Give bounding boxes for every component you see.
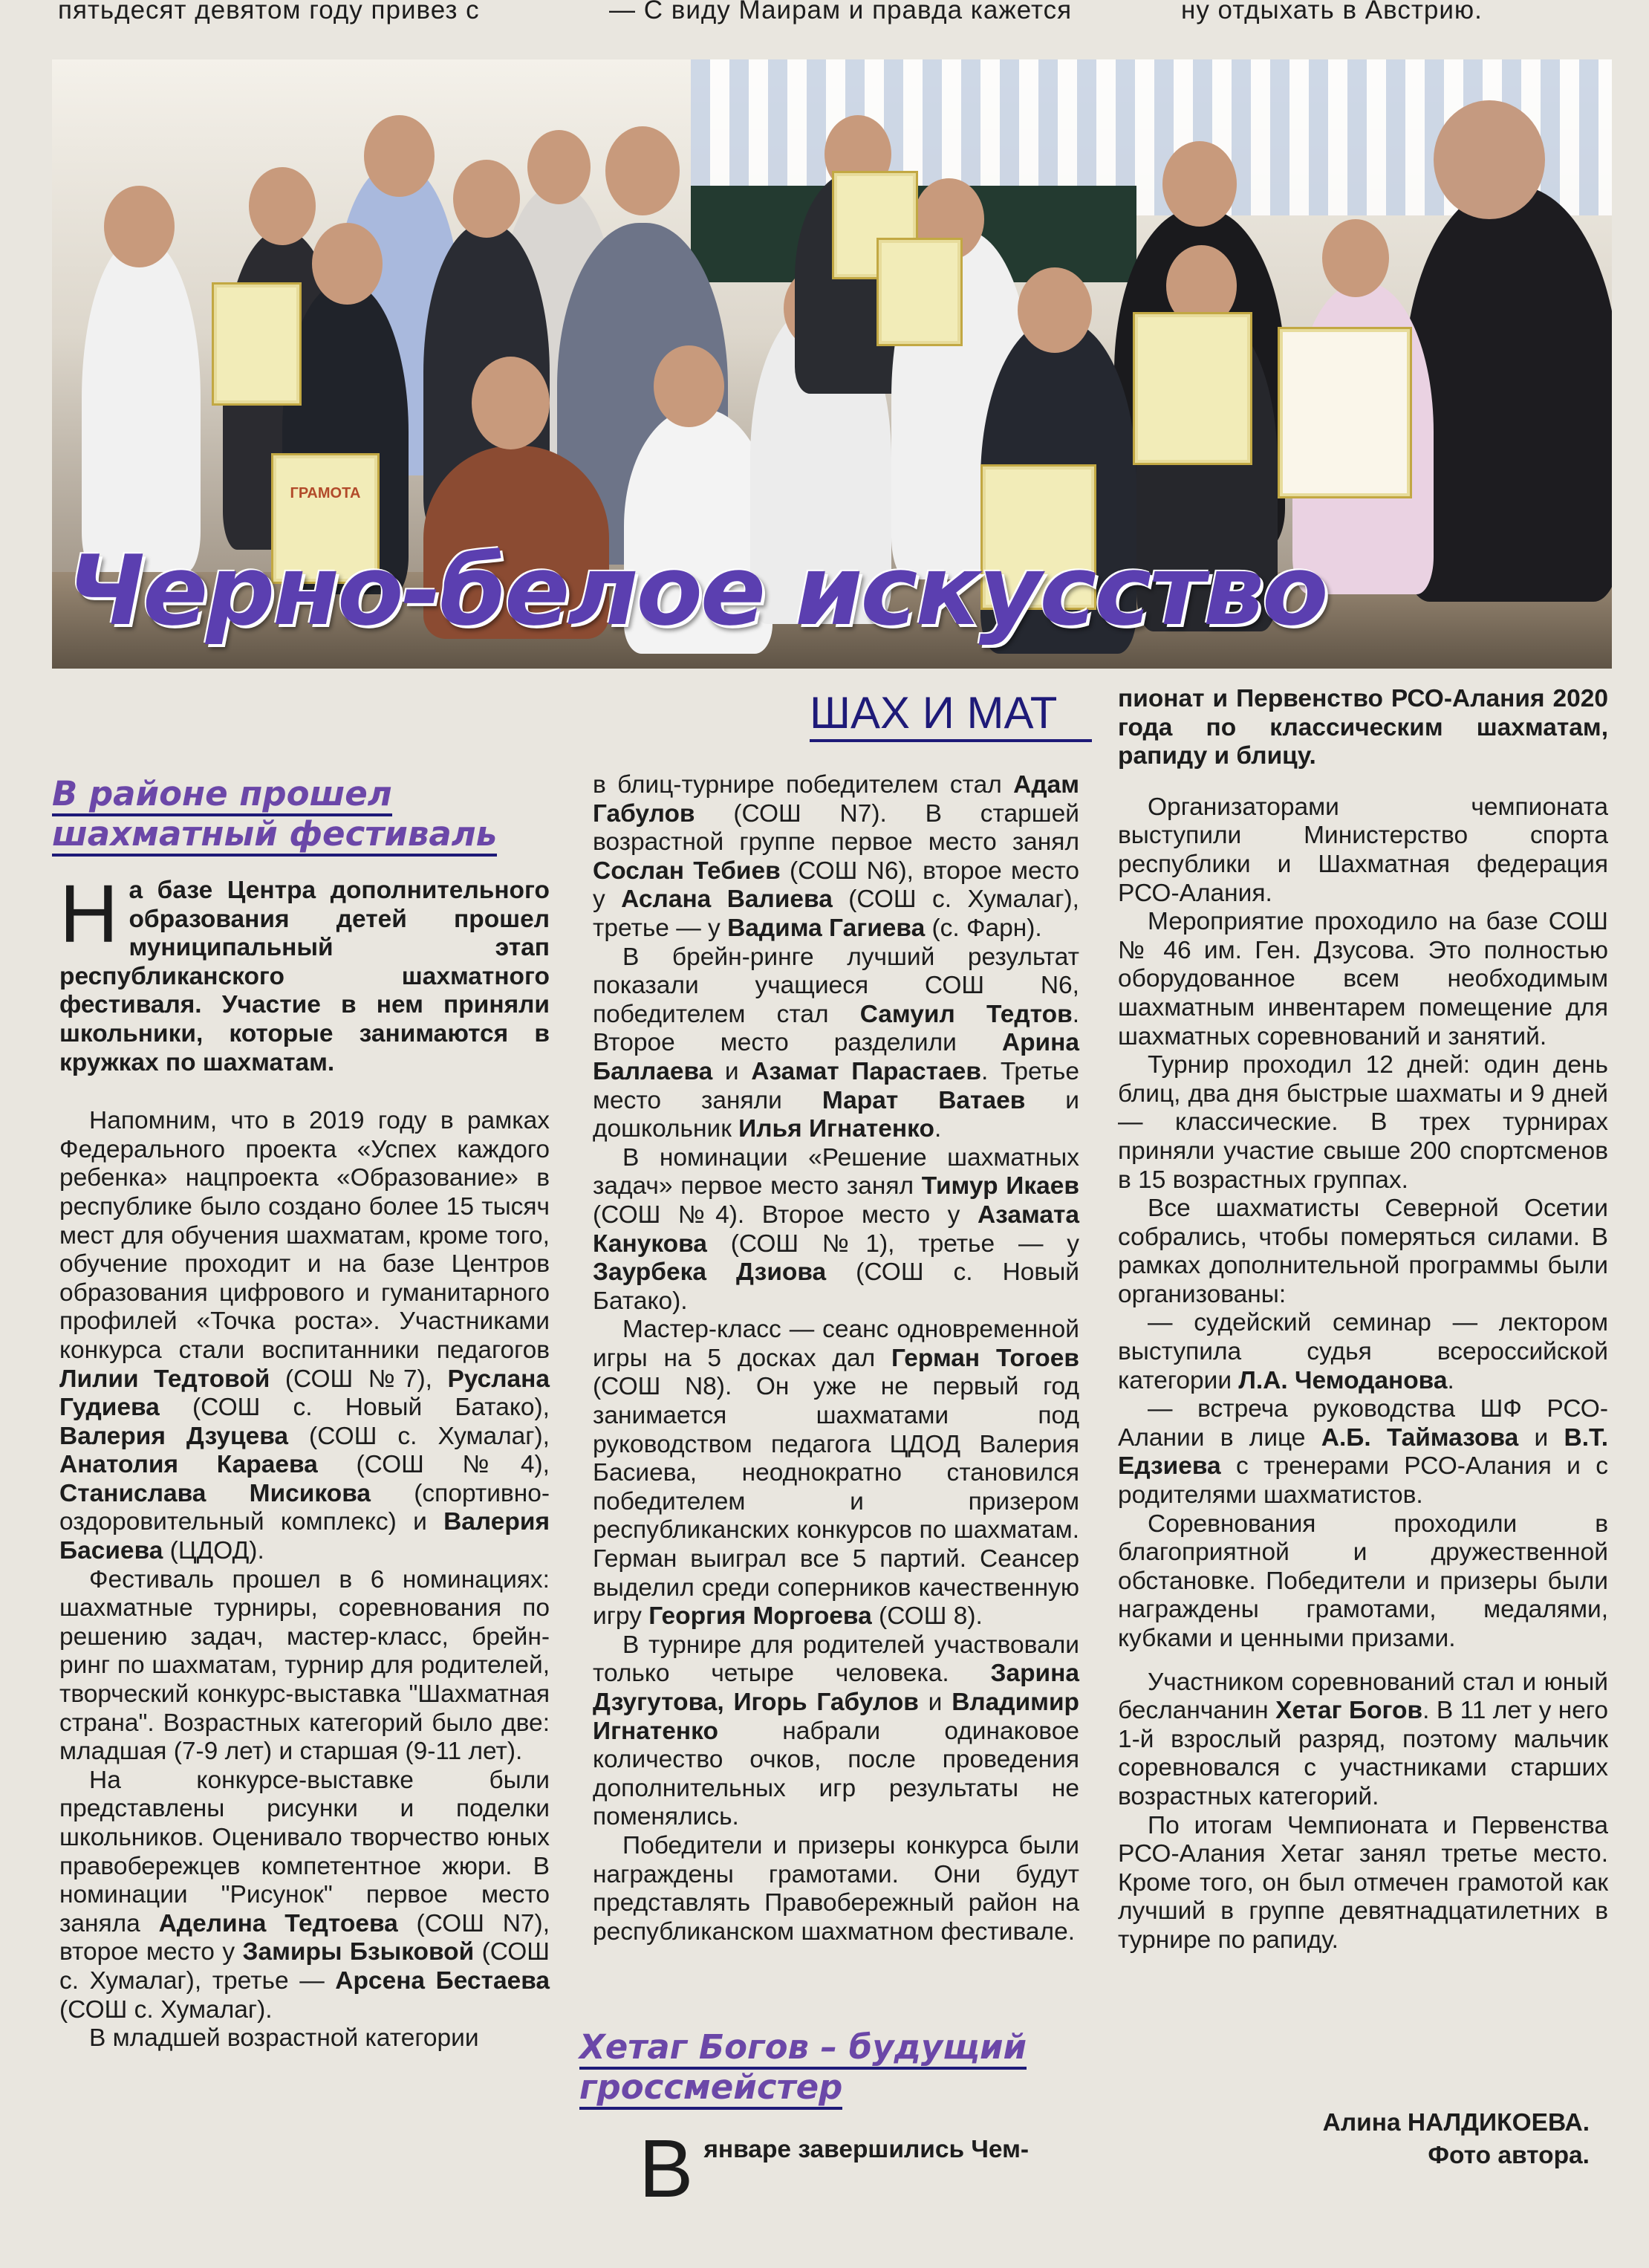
paragraph-text: (спортивно-оздоровительный комплекс) и	[59, 1479, 550, 1536]
group-photo	[52, 59, 1612, 669]
person-name: Вадима Гагиева	[727, 914, 926, 942]
person-name: Анатолия Караева	[59, 1451, 318, 1479]
person-name: Станислава Мисикова	[59, 1479, 371, 1507]
paragraph: Турнир проходил 12 дней: один день блиц, два дня быстрые шахматы и 9 дней — классические. В трех турнирах приняли участие свыше 200 спортсменов в 15 возрастных группах.	[1118, 1051, 1608, 1194]
paragraph-text: (СОШ №7),	[270, 1365, 448, 1393]
author-signature: Алина НАЛДИКОЕВА.	[1322, 2109, 1590, 2137]
prev-article-line-col1: пятьдесят девятом году привез с	[58, 0, 480, 25]
person-name: Сослан Тебиев	[593, 857, 781, 885]
paragraph: Организаторами чемпионата выступили Министерство спорта республики и Шахматная федерация РСО-Алания.	[1118, 793, 1608, 907]
photo-head	[605, 126, 680, 215]
paragraph-text: (СОШ N7), второе место у	[59, 1909, 550, 1966]
paragraph	[593, 943, 1079, 1144]
paragraph-text: . В 11 лет у него 1-й взрослый разряд, поэтому мальчик соревновался с участниками старших возрастных категорий.	[1118, 1697, 1608, 1810]
person-name: Валерия Дзуцева	[59, 1422, 289, 1450]
person-name: Арина Баллаева	[593, 1029, 1079, 1085]
paragraph-text: набрали одинаковое количество очков, после проведения дополнительных игр результаты не поменялись.	[593, 1717, 1079, 1831]
certificate-label: ГРАМОТА	[290, 485, 361, 501]
paragraph: По итогам Чемпионата и Первенства РСО-Алания Хетаг занял третье место. Кроме того, он был отмечен грамотой как лучший в группе девятнадцатилетних в турнире по рапиду.	[1118, 1811, 1608, 1954]
person-name: Аделина Тедтоева	[158, 1909, 398, 1937]
paragraph-text: (СОШ с. Хумалаг).	[59, 1995, 273, 2024]
person-name: Аслана Валиева	[621, 886, 833, 914]
column-2	[593, 771, 1079, 1946]
paragraph: Победители и призеры конкурса были награждены грамотами. Они будут представлять Правобережный район на республиканском шахматном фестивале.	[593, 1831, 1079, 1946]
person-name: Зарина Дзугутова, Игорь Габулов	[593, 1660, 1079, 1716]
paragraph-text: В брейн-ринге лучший результат показали учащиеся СОШ N6, победителем стал	[593, 943, 1079, 1028]
paragraph-text: и	[712, 1057, 752, 1085]
paragraph-text: в блиц-турнире победителем стал	[593, 771, 1014, 799]
photo-head	[654, 345, 724, 427]
prev-article-text-col3: ну отдыхать в Австрию.	[1181, 0, 1483, 25]
person-name: Азамат Парастаев	[751, 1057, 981, 1085]
person-name: Владимир Игнатенко	[593, 1689, 1080, 1745]
photo-head	[453, 160, 520, 238]
article2-heading-line2: гроссмейстер	[579, 2068, 842, 2110]
person-name: В.Т. Едзиева	[1118, 1423, 1609, 1481]
paragraph-text: В номинации «Решение шахматных задач» первое место занял	[593, 1143, 1079, 1200]
paragraph: Мероприятие проходило на базе СОШ № 46 им. Ген. Дзусова. Это полностью оборудованное всем необходимым шахматным инвентарем помещение для шахматных соревнований и занятий.	[1118, 908, 1608, 1050]
photo-person	[82, 238, 201, 572]
paragraph-text: .	[1447, 1366, 1454, 1394]
paragraph	[593, 771, 1079, 943]
paragraph-text: (СОШ №1), третье — у	[706, 1229, 1079, 1258]
column-3	[1118, 685, 1608, 1955]
photo-certificate	[876, 238, 963, 346]
photo-credit: Фото автора.	[1428, 2142, 1590, 2169]
paragraph-text: (с. Фарн).	[925, 914, 1042, 942]
paragraph	[593, 1316, 1079, 1631]
person-name: Герман Тогоев	[891, 1344, 1079, 1372]
paragraph-text: (СОШ №4). Второе место у	[593, 1200, 978, 1229]
paragraph-text: и	[1518, 1423, 1564, 1452]
paragraph-text: (СОШ N7). В старшей возрастной группе первое место занял	[593, 799, 1079, 857]
paragraph: Соревнования проходили в благоприятной и дружественной обстановке. Победители и призеры были награждены грамотами, медалями, кубками и ценными призами.	[1118, 1510, 1608, 1652]
paragraph	[59, 1767, 550, 2024]
article1-heading-line2: шахматный фестиваль	[52, 815, 497, 857]
paragraph-text: (СОШ с. Хумалаг), третье —	[59, 1938, 550, 1995]
paragraph-text: (СОШ с. Хумалаг), третье — у	[593, 886, 1079, 942]
paragraph-text: .	[934, 1115, 942, 1143]
photo-head	[527, 130, 591, 204]
person-name: Тимур Икаев	[921, 1172, 1079, 1200]
paragraph	[1118, 1395, 1608, 1510]
person-name: Георгия Моргоева	[648, 1602, 872, 1631]
person-name: Самуил Тедтов	[859, 1000, 1073, 1028]
paragraph	[1118, 1668, 1608, 1812]
paragraph-text: — встреча руководства ШФ РСО-Алании в лице	[1118, 1395, 1608, 1452]
article2-lead-paragraph	[639, 2123, 1084, 2215]
person-name: Валерия Басиева	[59, 1508, 550, 1565]
lead-text: а базе Центра дополнительного образования детей прошел муниципальный этап республиканского шахматного фестиваля. Участие в нем приняли школьники, которые занимаются в кружках по шахматам.	[59, 877, 550, 1076]
article1-heading-line1: В районе прошел	[52, 775, 392, 816]
paragraph-text: В турнире для родителей участвовали только четыре человека.	[593, 1631, 1079, 1688]
person-name: Руслана Гудиева	[59, 1365, 550, 1422]
person-name: Илья Игнатенко	[738, 1115, 934, 1143]
paragraph	[1118, 1309, 1608, 1395]
paragraph	[59, 1107, 550, 1566]
paragraph-text: . Второе место разделили	[593, 1000, 1079, 1057]
paragraph-text: (СОШ с. Хумалаг),	[288, 1422, 550, 1450]
photo-head	[1162, 141, 1237, 227]
person-name: Заурбека Дзиова	[593, 1258, 827, 1287]
paragraph-text: Мастер-класс — сеанс одновременной игры на 5 досках дал	[593, 1316, 1079, 1372]
paragraph-text: и	[918, 1689, 952, 1716]
paragraph-text: — судейский семинар — лектором выступила судья всероссийской категории	[1118, 1309, 1608, 1394]
article-headline: Черно-белое искусство	[67, 534, 1327, 647]
paragraph-text: (СОШ 8).	[871, 1602, 983, 1631]
prev-article-line-col3	[1181, 0, 1619, 25]
photo-certificate	[212, 282, 302, 406]
paragraph: пионат и Первенство РСО-Алания 2020 года по классическим шахматам, рапиду и блицу.	[1118, 685, 1608, 770]
paragraph-text: Напомним, что в 2019 году в рамках Федерального проекта «Успех каждого ребенка» нацпроекта «Образование» в республике было создано более 15 тысяч мест для обучения шахматам, кроме того, обучение проходит и на базе Центров образования цифрового и гуманитарного профилей «Точка роста». Участниками конкурса стали воспитанники педагогов	[59, 1107, 550, 1364]
person-name: Арсена Бестаева	[335, 1966, 550, 1995]
paragraph-text: и дошкольник	[593, 1086, 1079, 1143]
paragraph-text: (СОШ №4),	[317, 1451, 550, 1479]
dropcap: В	[639, 2123, 694, 2215]
paragraph-text: На конкурсе-выставке были представлены рисунки и поделки школьников. Оценивало творчество юных правобережцев компетентное жюри. В номинации "Рисунок" первое место заняла	[59, 1766, 550, 1937]
person-name: Марат Ватаев	[822, 1086, 1026, 1114]
photo-head	[249, 167, 316, 245]
paragraph-text: (ЦДОД).	[163, 1537, 264, 1565]
paragraph: В младшей возрастной категории	[89, 2024, 479, 2053]
paragraph: Фестиваль прошел в 6 номинациях: шахматные турниры, соревнования по решению задач, мастер-класс, брейн-ринг по шахматам, турнир для родителей, творческий конкурс-выставка "Шахматная страна". Возрастных категорий было две: младшая (7-9 лет) и старшая (9-11 лет).	[59, 1565, 550, 1766]
prev-article-line-col2: — С виду Маирам и правда кажется	[609, 0, 1073, 25]
photo-certificate	[1133, 312, 1252, 465]
person-name: Азамата Канукова	[593, 1200, 1079, 1258]
column-1	[59, 868, 550, 2053]
photo-head	[312, 223, 383, 305]
person-name: Хетаг Богов	[1275, 1697, 1423, 1725]
person-name: Адам Габулов	[593, 771, 1079, 828]
paragraph-text: с тренерами РСО-Алания и с родителями шахматистов.	[1118, 1452, 1608, 1510]
photo-head	[104, 186, 175, 267]
paragraph-text: (СОШ с. Новый Батако).	[593, 1258, 1080, 1315]
photo-head	[1018, 267, 1092, 353]
person-name: Л.А. Чемоданова	[1238, 1366, 1448, 1394]
photo-head	[472, 357, 550, 449]
article1-lead	[59, 868, 550, 1077]
photo-person	[1404, 186, 1612, 602]
lead-text: январе завершились Чем-	[703, 2136, 1030, 2163]
paragraph: Все шахматисты Северной Осетии собрались, чтобы померяться силами. В рамках дополнительной программы были организованы:	[1118, 1195, 1608, 1308]
article2-heading-line1: Хетаг Богов – будущий	[579, 2028, 1027, 2070]
dropcap: Н	[59, 868, 119, 960]
person-name: Замиры Бзыковой	[242, 1938, 475, 1966]
photo-head	[1322, 219, 1389, 297]
person-name: А.Б. Таймазова	[1321, 1423, 1519, 1452]
photo-head	[1434, 100, 1545, 219]
photo-head	[364, 115, 435, 197]
section-rubric: ШАХ И МАТ	[810, 687, 1092, 742]
paragraph-text: (СОШ N8). Он уже не первый год занимается шахматами под руководством педагога ЦДОД Валерия Басиева, неоднократно становился победителем и призером республиканских конкурсов по шахматам. Герман выиграл все 5 партий. Сеансер выделил среди соперников качественную игру	[593, 1373, 1079, 1631]
person-name: Лилии Тедтовой	[59, 1365, 270, 1393]
paragraph-text: (СОШ с. Новый Батако),	[159, 1394, 550, 1422]
paragraph-text: . Третье место заняли	[593, 1057, 1079, 1114]
paragraph-text: (СОШ N6), второе место у	[593, 857, 1080, 914]
article2-lead	[639, 2123, 1084, 2215]
paragraph	[593, 1631, 1079, 1832]
photo-certificate	[1278, 327, 1412, 498]
paragraph-text: Участником соревнований стал и юный бесланчанин	[1118, 1668, 1608, 1725]
paragraph	[593, 1144, 1079, 1316]
